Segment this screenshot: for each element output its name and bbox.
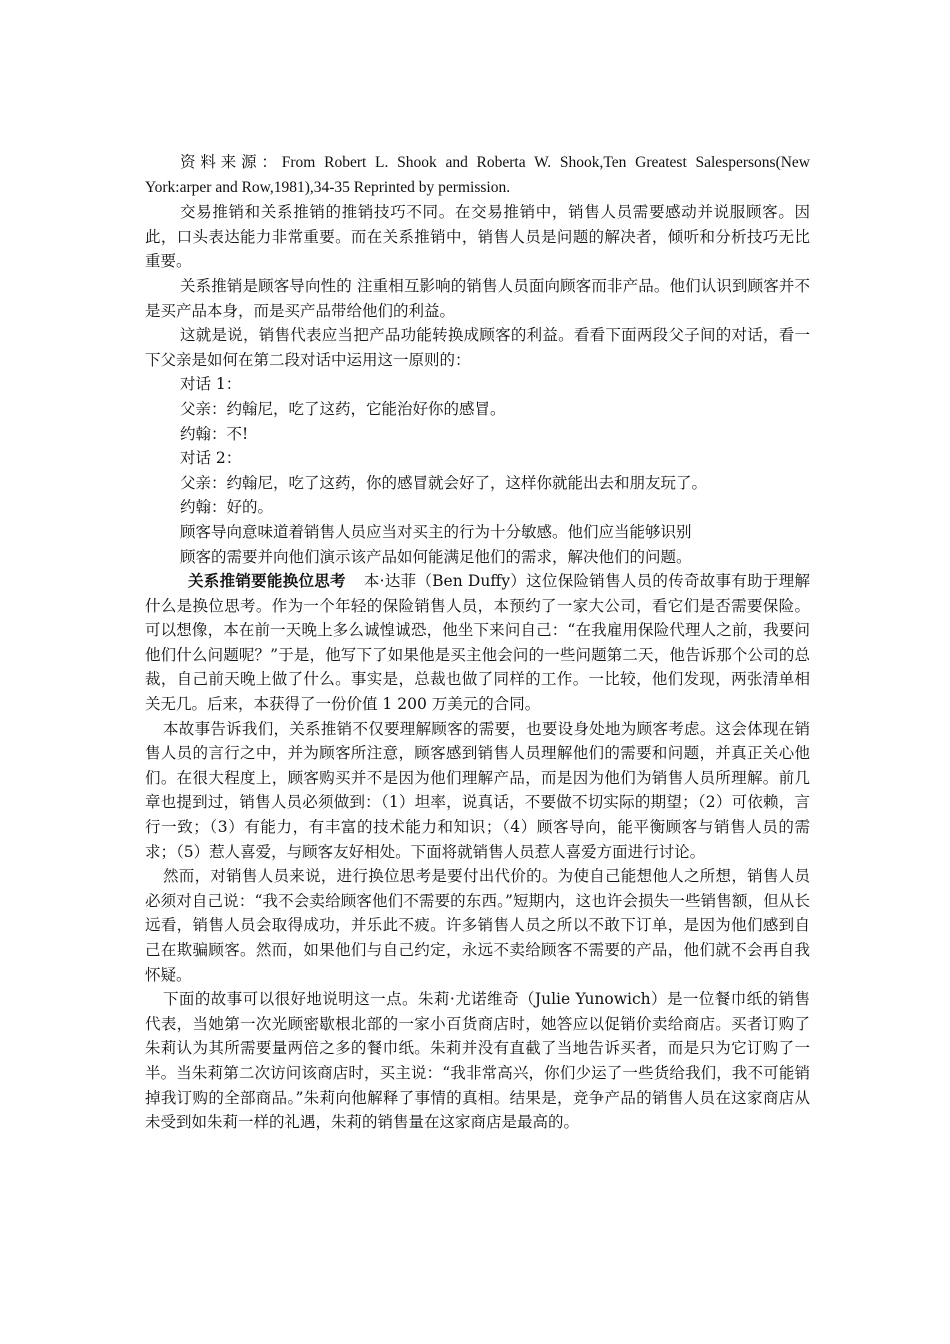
dialogue-1-title: 对话 1： xyxy=(180,375,242,394)
orientation-line-1: 顾客导向意味道着销售人员应当对买主的行为十分敏感。他们应当能够识别 xyxy=(180,522,692,541)
document-page xyxy=(145,151,810,1135)
dialogue-2-john: 约翰：好的。 xyxy=(180,498,274,517)
dialogue-1-father: 父亲：约翰尼，吃了这药，它能治好你的感冒。 xyxy=(180,399,506,418)
story-paragraph-3: 下面的故事可以很好地说明这一点。朱莉·尤诺维奇（Julie Yunowich）是一位餐巾纸的销售代表，当她第一次光顾密歇根北部的一家小百货商店时，她答应以促销价卖给商店。买者订购了朱莉认为其所需要量两倍之多的餐巾纸。朱莉并没有直截了当地告诉买者，而是只为它订购了一半。当朱莉第二次访问该商店时，买主说：“我非常高兴，你们少运了一些货给我们，我不可能销掉我订购的全部商品。”朱莉向他解释了事情的真相。结果是，竞争产品的销售人员在这家商店从未受到如朱莉一样的礼遇，朱莉的销售量在这家商店是最高的。 xyxy=(145,990,810,1132)
orientation-line-2: 顾客的需要并向他们演示该产品如何能满足他们的需求，解决他们的问题。 xyxy=(180,547,692,566)
story-paragraph-1: 本故事告诉我们，关系推销不仅要理解顾客的需要，也要设身处地为顾客考虑。这会体现在销售人员的言行之中，并为顾客所注意，顾客感到销售人员理解他们的需要和问题，并真正关心他们。在很大程度上，顾客购买并不是因为他们理解产品，而是因为他们为销售人员所理解。前几章也提到过，销售人员必须做到：（1）坦率，说真话，不要做不切实际的期望；（2）可依赖，言行一致；（3）有能力，有丰富的技术能力和知识；（4）顾客导向，能平衡顾客与销售人员的需求；（5）惹人喜爱，与顾客友好相处。下面将就销售人员惹人喜爱方面进行讨论。 xyxy=(145,719,810,861)
dialogue-2-title: 对话 2： xyxy=(180,449,242,468)
dialogue-1-john: 约翰：不! xyxy=(180,424,249,443)
section-empathy xyxy=(145,569,810,717)
paragraph-transaction-vs-relationship: 交易推销和关系推销的推销技巧不同。在交易推销中，销售人员需要感动并说服顾客。因此，口头表达能力非常重要。而在关系推销中，销售人员是问题的解决者，倾听和分析技巧无比重要。 xyxy=(145,203,810,271)
story-paragraph-2: 然而，对销售人员来说，进行换位思考是要付出代价的。为使自己能想他人之所想，销售人员必须对自己说：“我不会卖给顾客他们不需要的东西。”短期内，这也许会损失一些销售额，但从长远看，销售人员会取得成功，并乐此不疲。许多销售人员之所以不敢下订单，是因为他们感到自己在欺骗顾客。然而，如果他们与自己约定，永远不卖给顾客不需要的产品，他们就不会再自我怀疑。 xyxy=(145,867,810,984)
paragraph-customer-oriented: 关系推销是顾客导向性的 注重相互影响的销售人员面向顾客而非产品。他们认识到顾客并不是买产品本身，而是买产品带给他们的利益。 xyxy=(145,276,810,320)
section-heading: 关系推销要能换位思考 xyxy=(188,571,346,591)
section-body: 本·达菲（Ben Duffy）这位保险销售人员的传奇故事有助于理解什么是换位思考。作为一个年轻的保险销售人员，本预约了一家大公司，看它们是否需要保险。可以想像，本在前一天晚上多么诚惶诚恐，他坐下来问自己：“在我雇用保险代理人之前，我要问他们什么问题呢？”于是，他写下了如果他是买主他会问的一些问题第二天，他告诉那个公司的总裁，自己前天晚上做了什么。事实是，总裁也做了同样的工作。一比较，他们发现，两张清单相关无几。后来，本获得了一份价值 1 200 万美元的合同。 xyxy=(145,572,810,714)
dialogue-2-father: 父亲：约翰尼，吃了这药，你的感冒就会好了，这样你就能出去和朋友玩了。 xyxy=(180,473,708,492)
source-citation: 资料来源：From Robert L. Shook and Roberta W. Shook,Ten Greatest Salespersons(New York:arper and Row,1981),34-35 Reprinted by permission. xyxy=(145,154,810,196)
paragraph-benefits-conversion: 这就是说，销售代表应当把产品功能转换成顾客的利益。看看下面两段父子间的对话，看一下父亲是如何在第二段对话中运用这一原则的： xyxy=(145,326,810,369)
